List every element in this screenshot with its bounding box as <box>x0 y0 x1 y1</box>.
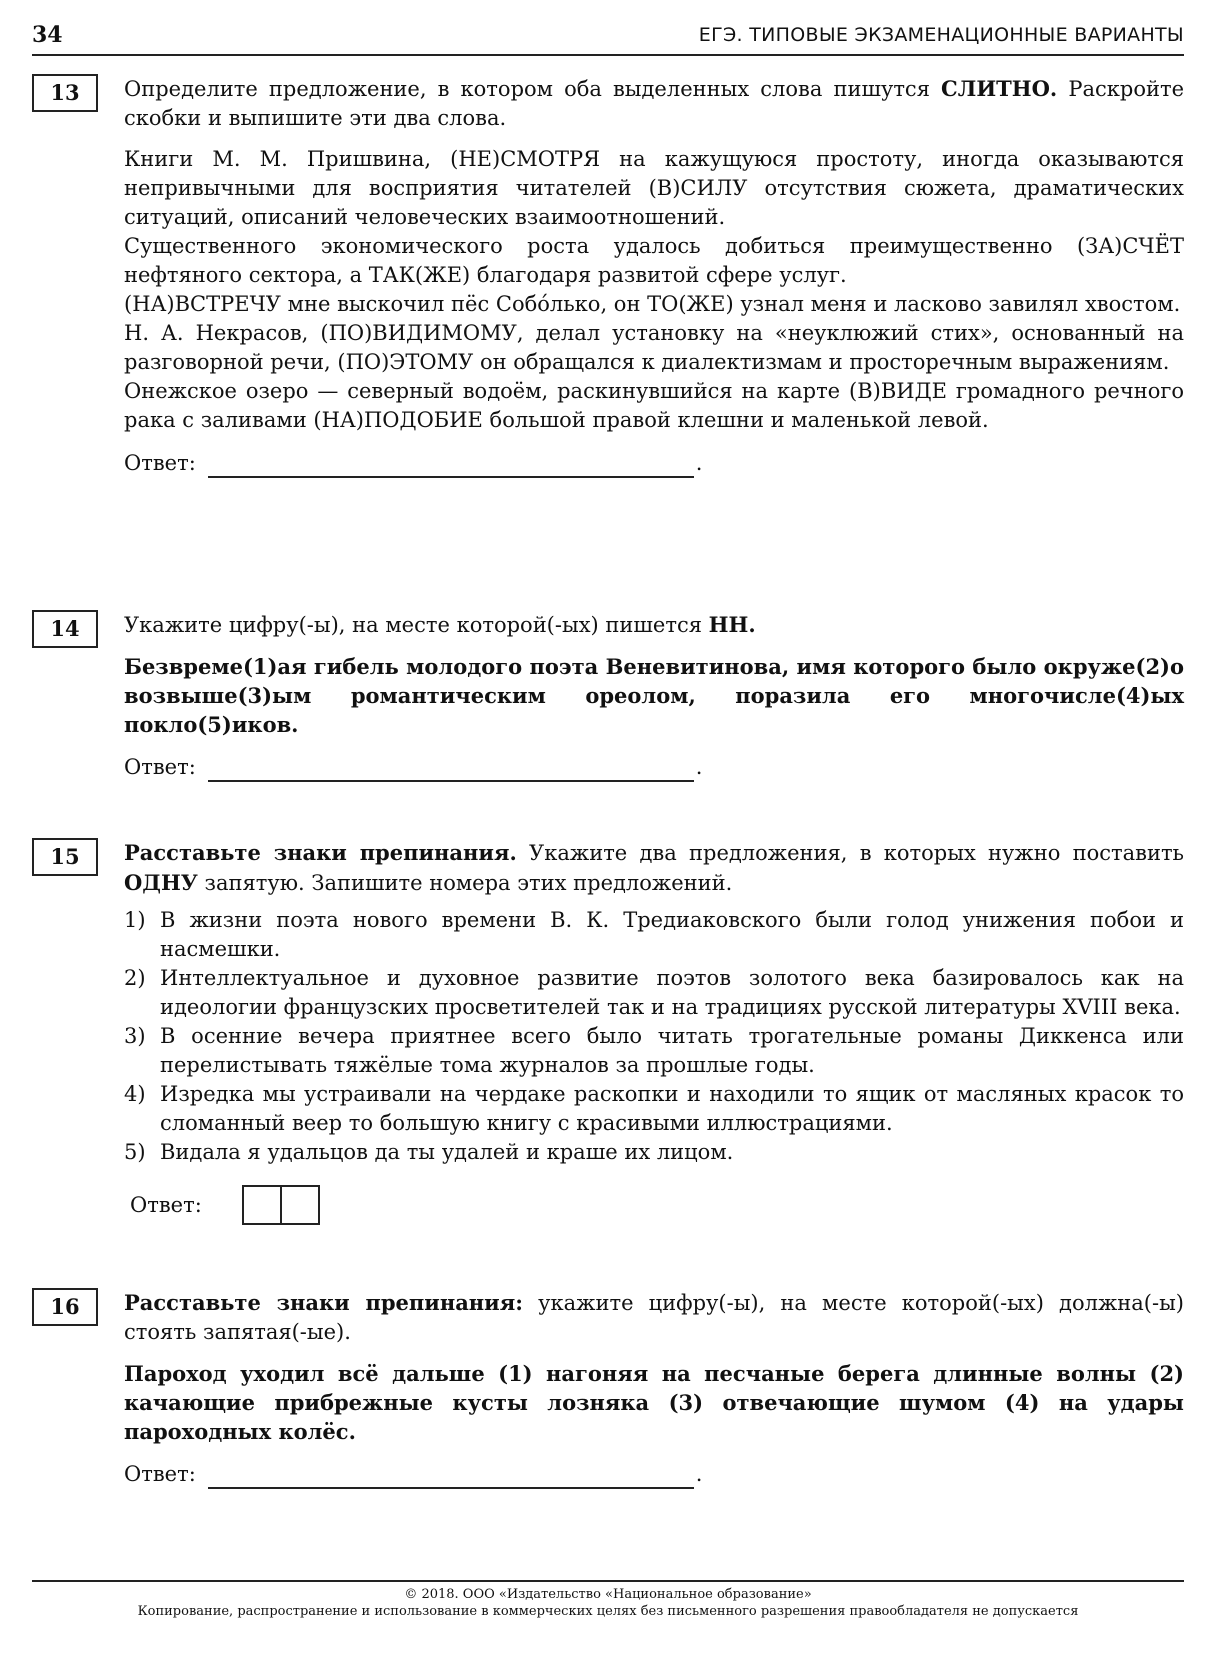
task-number: 13 <box>32 74 98 112</box>
answer-blank[interactable] <box>208 454 694 478</box>
copyright: © 2018. ООО «Издательство «Национальное образование» <box>404 1587 812 1602</box>
list-item: 3) В осенние вечера приятнее всего было читать трогательные романы Диккенса или перелистывать тяжёлые тома журналов за прошлые годы. <box>124 1024 1184 1077</box>
sentence-5: Онежское озеро — северный водоём, раскинувшийся на карте (В)ВИДЕ громадного речного рака с заливами (НА)ПОДОБИЕ большой правой клешни и маленькой левой. <box>124 379 1184 432</box>
copyright-notice: Копирование, распространение и использование в коммерческих целях без письменного разрешения правообладателя не допускается <box>137 1604 1079 1619</box>
sentence-2: Существенного экономического роста удалось добиться преимущественно (ЗА)СЧЁТ нефтяного сектора, а ТАК(ЖЕ) благодаря развитой сфере услуг. <box>124 234 1184 287</box>
answer-blank[interactable] <box>208 758 694 782</box>
list-item: 1) В жизни поэта нового времени В. К. Тредиаковского были голод унижения побои и насмешки. <box>124 908 1184 961</box>
answer-field[interactable] <box>130 1185 1184 1225</box>
sentence-3: (НА)ВСТРЕЧУ мне выскочил пёс Собóлько, он ТО(ЖЕ) узнал меня и ласково завилял хвостом. <box>124 292 1181 316</box>
task-question: Определите предложение, в котором оба выделенных слова пишутся СЛИТНО. Раскройте скобки и выпишите эти два слова. <box>124 76 1185 130</box>
answer-field[interactable]: Ответ: . <box>124 449 1184 478</box>
sentence-4: Н. А. Некрасов, (ПО)ВИДИМОМУ, делал установку на «неуклюжий стих», основанный на разговорной речи, (ПО)ЭТОМУ он обращался к диалектизмам и просторечным выражениям. <box>124 321 1184 374</box>
task-text: Пароход уходил всё дальше (1) нагоняя на песчаные берега длинные волны (2) качающие прибрежные кусты лозняка (3) отвечающие шумом (4) на удары пароходных колёс. <box>124 1361 1184 1444</box>
answer-field[interactable]: Ответ: . <box>124 753 1184 782</box>
sentence-list <box>124 906 1184 1167</box>
list-item: 2) Интеллектуальное и духовное развитие поэтов золотого века базировалось как на идеологии французских просветителей так и на традициях русской литературы XVIII века. <box>124 966 1184 1019</box>
answer-cell-1[interactable] <box>242 1185 282 1225</box>
page-number: 34 <box>32 22 63 48</box>
task-13 <box>32 74 1184 478</box>
task-14 <box>32 610 1184 782</box>
task-number: 14 <box>32 610 98 648</box>
answer-label: Ответ: <box>130 1192 202 1217</box>
page-footer <box>32 1580 1184 1620</box>
task-number: 16 <box>32 1288 98 1326</box>
answer-blank[interactable] <box>208 1465 694 1489</box>
answer-cells[interactable] <box>242 1185 320 1225</box>
task-number: 15 <box>32 838 98 876</box>
running-title: ЕГЭ. ТИПОВЫЕ ЭКЗАМЕНАЦИОННЫЕ ВАРИАНТЫ <box>698 24 1184 46</box>
answer-label: Ответ: <box>124 1462 196 1486</box>
sentence-1: Книги М. М. Пришвина, (НЕ)СМОТРЯ на кажущуюся простоту, иногда оказываются непривычными для восприятия читателей (В)СИЛУ отсутствия сюжета, драматических ситуаций, описаний человеческих взаимоотношений. <box>124 147 1184 229</box>
task-question: Укажите цифру(-ы), на месте которой(-ых) пишется НН. <box>124 612 756 637</box>
answer-label: Ответ: <box>124 755 196 779</box>
task-question: Расставьте знаки препинания. Укажите два предложения, в которых нужно поставить ОДНУ запятую. Запишите номера этих предложений. <box>124 840 1184 895</box>
task-question: Расставьте знаки препинания: укажите цифру(-ы), на месте которой(-ых) должна(-ы) стоять запятая(-ые). <box>124 1290 1184 1344</box>
task-16 <box>32 1288 1184 1489</box>
list-item: 5) Видала я удальцов да ты удалей и краше их лицом. <box>124 1140 734 1164</box>
page-header <box>32 18 1184 56</box>
list-item: 4) Изредка мы устраивали на чердаке раскопки и находили то ящик от масляных красок то сломанный веер то большую книгу с красивыми иллюстрациями. <box>124 1082 1184 1135</box>
task-15 <box>32 838 1184 1225</box>
task-text: Безвреме(1)ая гибель молодого поэта Веневитинова, имя которого было окруже(2)о возвыше(3)ым романтическим ореолом, поразила его многочисле(4)ых покло(5)иков. <box>124 654 1184 737</box>
answer-label: Ответ: <box>124 451 196 475</box>
answer-field[interactable]: Ответ: . <box>124 1460 1184 1489</box>
answer-cell-2[interactable] <box>282 1185 320 1225</box>
